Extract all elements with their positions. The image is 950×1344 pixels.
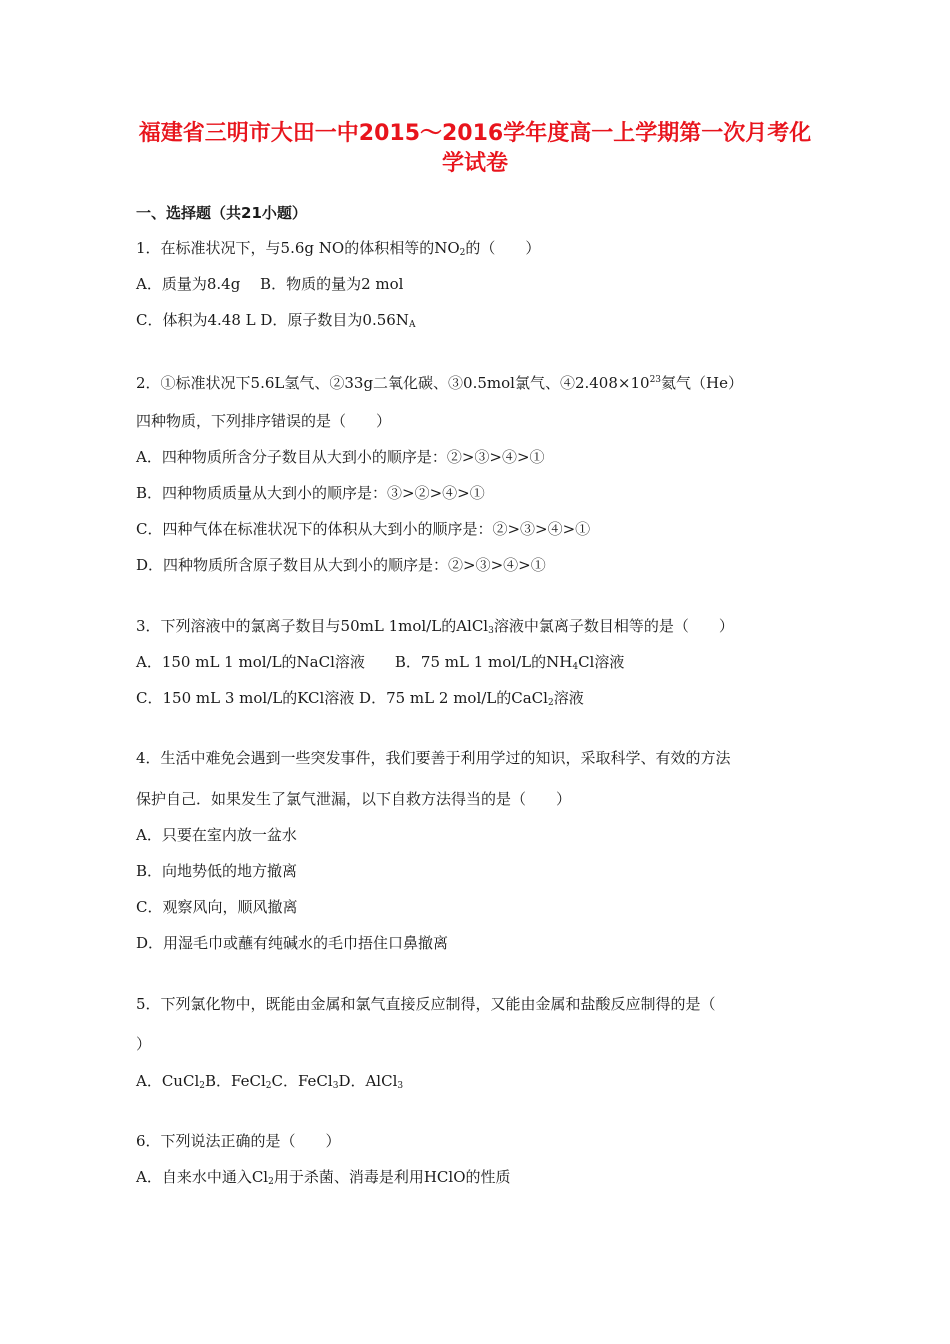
question-6-stem: 6．下列说法正确的是（ ） (136, 1132, 341, 1150)
question-3-stem: 3．下列溶液中的氯离子数目与50mL 1mol/L的AlCl$_3$溶液中氯离子数目相等的是（ ） (136, 617, 734, 636)
document-title (60, 119, 890, 179)
question-6-option-a: A．自来水中通入$Cl_2$用于杀菌、消毒是利用HClO的性质 (136, 1168, 511, 1187)
question-4-option-a: A．只要在室内放一盆水 (136, 826, 297, 844)
question-4-option-d: D．用湿毛巾或蘸有纯碱水的毛巾捂住口鼻撤离 (136, 934, 449, 952)
title-line-2: 学试卷 (441, 151, 508, 176)
title-line-1: 福建省三明市大田一中2015～2016学年度高一上学期第一次月考化 (138, 121, 812, 146)
question-2-option-a: A．四种物质所含分子数目从大到小的顺序是：②>③>④>① (136, 448, 545, 466)
question-2-option-d: D．四种物质所含原子数目从大到小的顺序是：②>③>④>① (136, 556, 546, 574)
question-2-stem-line-1: 2．①标准状况下5.6L氢气、②33g二氧化碳、③0.5mol氯气、$④2.408\times 10^{23}$氦气（He） (136, 374, 743, 392)
question-1-options-cd: C．体积为4.48 L D．原子数目为$0.56N_A$ (136, 311, 416, 330)
question-4-option-b: B．向地势低的地方撤离 (136, 862, 298, 880)
question-3-options-ab: A．150 mL 1 mol/L的NaCl溶液 B．75 mL 1 mol/L的$NH_4Cl$溶液 (136, 653, 625, 672)
question-4-option-c: C．观察风向，顺风撤离 (136, 898, 298, 916)
question-1-options-ab: A．质量为8.4g B．物质的量为2 mol (136, 275, 404, 293)
question-2-option-b: B．四种物质质量从大到小的顺序是：③>②>④>① (136, 484, 485, 502)
question-4-stem-line-2: 保护自己．如果发生了氯气泄漏，以下自救方法得当的是（ ） (136, 790, 572, 808)
question-5-stem-line-2: ） (136, 1035, 152, 1053)
question-5-options: A．CuCl$_2$B．FeCl$_2$C．FeCl$_3$D．AlCl$_3$ (136, 1072, 404, 1091)
question-4-stem-line-1: 4．生活中难免会遇到一些突发事件，我们要善于利用学过的知识，采取科学、有效的方法 (136, 749, 731, 767)
section-heading: 一、选择题（共21小题） (136, 204, 307, 222)
question-3-options-cd: C．150 mL 3 mol/L的KCl溶液 D．75 mL 2 mol/L的CaCl$_2$溶液 (136, 689, 584, 708)
question-5-stem-line-1: 5．下列氯化物中，既能由金属和氯气直接反应制得，又能由金属和盐酸反应制得的是（ (136, 995, 716, 1013)
question-1-stem: 1．在标准状况下，与5.6g NO的体积相等的$NO_2$的（ ） (136, 239, 541, 258)
question-2-stem-line-2: 四种物质，下列排序错误的是（ ） (136, 412, 392, 430)
question-2-option-c: C．四种气体在标准状况下的体积从大到小的顺序是：②>③>④>① (136, 520, 591, 538)
